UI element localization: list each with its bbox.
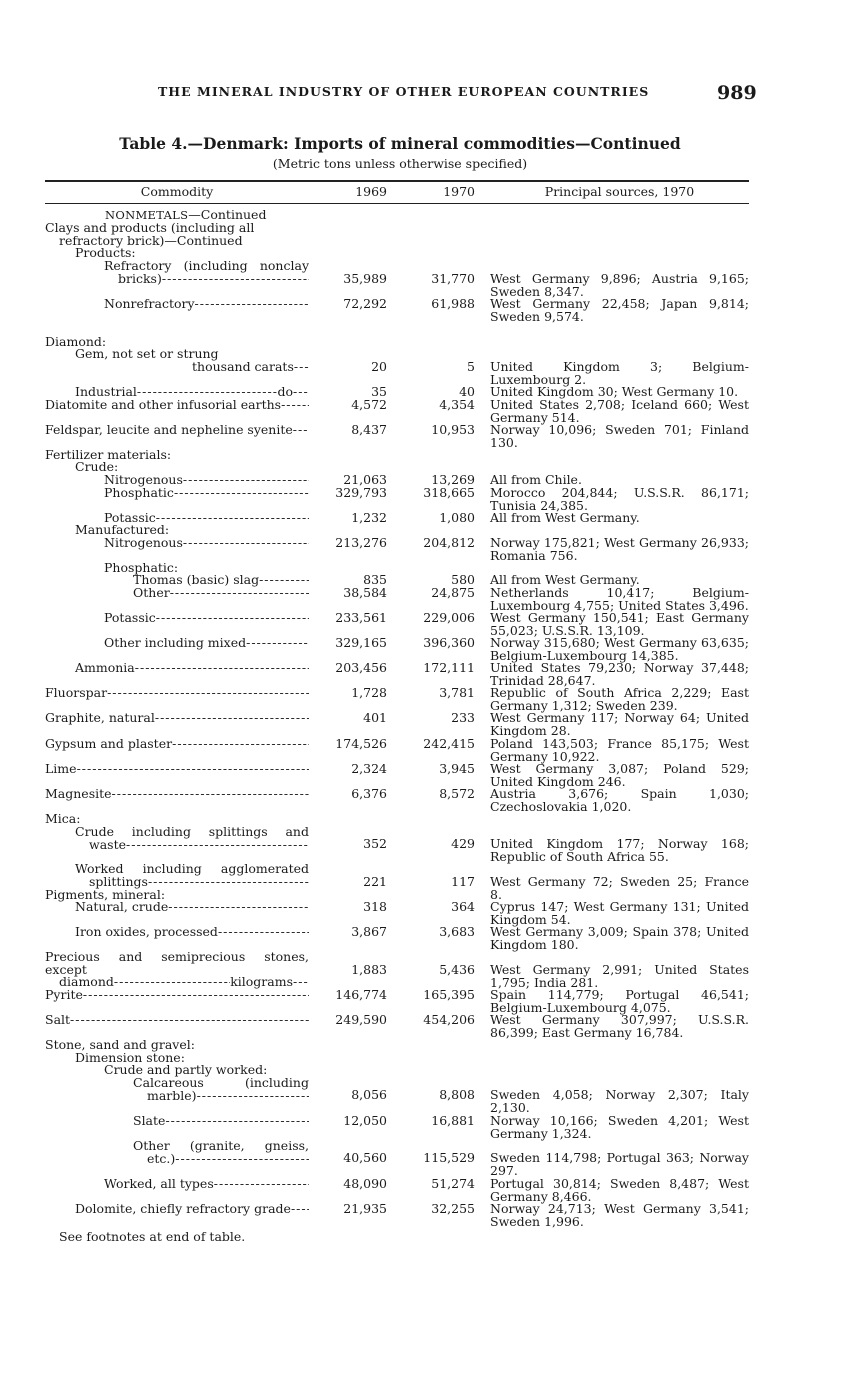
value-1970: 10,953 [431, 422, 475, 437]
sources-cell: Norway 175,821; West Germany 26,933; Romania 756. [490, 535, 749, 563]
commodity-cell: Products: [75, 245, 136, 260]
sources-cell: United States 79,230; Norway 37,448; Trinidad 28,647. [490, 660, 749, 688]
value-1969: 38,584 [343, 585, 387, 600]
commodity-cell: Other ----- [45, 587, 309, 600]
value-1970: 32,255 [431, 1201, 475, 1216]
value-1969: 20 [371, 359, 387, 374]
sources-cell: West Germany 307,997; U.S.S.R. 86,399; East Germany 16,784. [490, 1012, 749, 1040]
sources-cell: West Germany 72; Sweden 25; France 8. [490, 874, 749, 902]
commodity-cell: Stone, sand and gravel: [45, 1037, 195, 1052]
sources-cell: United Kingdom 177; Norway 168; Republic of South Africa 55. [490, 836, 749, 864]
sources-cell: West Germany 22,458; Japan 9,814; Sweden 9,574. [490, 296, 749, 324]
value-1970: 229,006 [423, 610, 475, 625]
table-header-rule [45, 203, 749, 204]
commodity-cell: Phosphatic: [104, 560, 179, 575]
value-1970: 364 [451, 899, 475, 914]
commodity-cell: Pyrite ----- [45, 989, 309, 1002]
value-1969: 6,376 [351, 786, 387, 801]
sources-cell: Norway 24,713; West Germany 3,541; Sweden 1,996. [490, 1201, 749, 1229]
value-1970: 115,529 [423, 1150, 475, 1165]
value-1969: 3,867 [351, 924, 387, 939]
commodity-cell: Clays and products (including all refractory brick)—Continued [45, 220, 255, 248]
value-1970: 117 [451, 874, 475, 889]
sources-cell: Austria 3,676; Spain 1,030; Czechoslovakia 1,020. [490, 786, 749, 814]
commodity-cell: Ammonia ----- [45, 662, 309, 675]
sources-cell: United States 2,708; Iceland 660; West Germany 514. [490, 397, 749, 425]
value-1970: 318,665 [423, 485, 475, 500]
value-1970: 204,812 [423, 535, 475, 550]
value-1969: 35,989 [343, 271, 387, 286]
commodity-cell: Precious and semiprecious stones, except diamond ----- kilograms ----- [45, 951, 309, 989]
value-1970: 396,360 [423, 635, 475, 650]
sources-cell: Cyprus 147; West Germany 131; United Kingdom 54. [490, 899, 749, 927]
value-1970: 5,436 [439, 962, 475, 977]
sources-cell: West Germany 150,541; East Germany 55,023; U.S.S.R. 13,109. [490, 610, 749, 638]
value-1970: 233 [451, 710, 475, 725]
value-1970: 31,770 [431, 271, 475, 286]
commodity-cell: Diamond: [45, 334, 107, 349]
sources-cell: Spain 114,779; Portugal 46,541; Belgium-Luxembourg 4,075. [490, 987, 749, 1015]
column-header-commodity: Commodity [140, 184, 214, 199]
value-1969: 352 [363, 836, 387, 851]
value-1970: 16,881 [431, 1113, 475, 1128]
commodity-cell: Other (granite, gneiss, etc.) ----- [45, 1140, 309, 1165]
value-1969: 40,560 [343, 1150, 387, 1165]
sources-cell: All from Chile. [490, 472, 582, 487]
sources-cell: Sweden 4,058; Norway 2,307; Italy 2,130. [490, 1087, 749, 1115]
value-1970: 8,808 [439, 1087, 475, 1102]
footnote: See footnotes at end of table. [59, 1229, 246, 1244]
sources-cell: United Kingdom 3; Belgium-Luxembourg 2. [490, 359, 749, 387]
commodity-cell: Gem, not set or strung [75, 346, 219, 361]
commodity-cell: Dolomite, chiefly refractory grade ----- [45, 1203, 309, 1216]
value-1969: 329,165 [335, 635, 387, 650]
sources-cell: Norway 315,680; West Germany 63,635; Belgium-Luxembourg 14,385. [490, 635, 749, 663]
commodity-cell: Manufactured: [75, 522, 170, 537]
value-1970: 242,415 [423, 736, 475, 751]
commodity-cell: Iron oxides, processed ----- [45, 926, 309, 939]
sources-cell: West Germany 9,896; Austria 9,165; Sweden 8,347. [490, 271, 749, 299]
value-1969: 4,572 [351, 397, 387, 412]
value-1970: 4,354 [439, 397, 475, 412]
value-1970: 61,988 [431, 296, 475, 311]
value-1969: 221 [363, 874, 387, 889]
sources-cell: All from West Germany. [490, 510, 640, 525]
commodity-cell: Other including mixed ----- [45, 637, 309, 650]
commodity-cell: Dimension stone: [75, 1050, 185, 1065]
commodity-cell: Graphite, natural ----- [45, 712, 309, 725]
value-1969: 1,232 [351, 510, 387, 525]
sources-cell: Republic of South Africa 2,229; East Germany 1,312; Sweden 239. [490, 685, 749, 713]
value-1969: 146,774 [335, 987, 387, 1002]
commodity-cell: Crude including splittings and waste ----- [45, 826, 309, 851]
value-1970: 580 [451, 572, 475, 587]
value-1969: 329,793 [335, 485, 387, 500]
value-1969: 12,050 [343, 1113, 387, 1128]
value-1969: 1,883 [351, 962, 387, 977]
column-header-1970: 1970 [443, 184, 475, 199]
value-1969: 48,090 [343, 1176, 387, 1191]
value-1969: 8,437 [351, 422, 387, 437]
commodity-cell: Gypsum and plaster ----- [45, 738, 309, 751]
commodity-cell: Fluorspar ----- [45, 687, 309, 700]
value-1970: 13,269 [431, 472, 475, 487]
commodity-cell: Refractory (including nonclay bricks) ----- [45, 260, 309, 285]
commodity-cell: NONMETALS—Continued [105, 207, 267, 222]
commodity-cell: Nitrogenous ----- [45, 474, 309, 487]
value-1970: 51,274 [431, 1176, 475, 1191]
commodity-cell: Potassic ----- [45, 612, 309, 625]
value-1969: 8,056 [351, 1087, 387, 1102]
commodity-cell: Salt ----- [45, 1014, 309, 1027]
value-1969: 35 [371, 384, 387, 399]
commodity-cell: Lime ----- [45, 763, 309, 776]
commodity-cell: Thomas (basic) slag ----- [45, 574, 309, 587]
value-1970: 40 [459, 384, 475, 399]
column-header-1969: 1969 [355, 184, 387, 199]
commodity-cell: Nonrefractory ----- [45, 298, 309, 311]
value-1969: 401 [363, 710, 387, 725]
value-1970: 1,080 [439, 510, 475, 525]
value-1969: 2,324 [351, 761, 387, 776]
commodity-cell: Calcareous (including marble) ----- [45, 1077, 309, 1102]
sources-cell: United Kingdom 30; West Germany 10. [490, 384, 739, 399]
value-1969: 233,561 [335, 610, 387, 625]
value-1969: 249,590 [335, 1012, 387, 1027]
table-subtitle: (Metric tons unless otherwise specified) [272, 156, 528, 171]
value-1969: 21,935 [343, 1201, 387, 1216]
commodity-cell: Industrial ----- do ----- [45, 386, 309, 399]
commodity-cell: Crude: [75, 459, 119, 474]
value-1970: 454,206 [423, 1012, 475, 1027]
value-1970: 3,781 [439, 685, 475, 700]
value-1969: 21,063 [343, 472, 387, 487]
sources-cell: Poland 143,503; France 85,175; West Germany 10,922. [490, 736, 749, 764]
sources-cell: West Germany 117; Norway 64; United Kingdom 28. [490, 710, 749, 738]
commodity-cell: Crude and partly worked: [104, 1062, 268, 1077]
commodity-cell: Worked including agglomerated splittings ----- [45, 863, 309, 888]
commodity-cell: Natural, crude ----- [45, 901, 309, 914]
value-1970: 429 [451, 836, 475, 851]
sources-cell: All from West Germany. [490, 572, 640, 587]
value-1969: 213,276 [335, 535, 387, 550]
sources-cell: Portugal 30,814; Sweden 8,487; West Germany 8,466. [490, 1176, 749, 1204]
value-1970: 24,875 [431, 585, 475, 600]
value-1969: 174,526 [335, 736, 387, 751]
value-1969: 318 [363, 899, 387, 914]
commodity-cell: Mica: [45, 811, 81, 826]
value-1969: 1,728 [351, 685, 387, 700]
value-1969: 835 [363, 572, 387, 587]
sources-cell: Norway 10,166; Sweden 4,201; West Germany 1,324. [490, 1113, 749, 1141]
commodity-cell: Worked, all types ----- [45, 1178, 309, 1191]
running-head: THE MINERAL INDUSTRY OF OTHER EUROPEAN COUNTRIES [158, 84, 650, 99]
sources-cell: Norway 10,096; Sweden 701; Finland 130. [490, 422, 749, 450]
commodity-cell: Diatomite and other infusorial earths ----- [45, 399, 309, 412]
value-1970: 3,683 [439, 924, 475, 939]
commodity-cell: Slate ----- [45, 1115, 309, 1128]
value-1970: 165,395 [423, 987, 475, 1002]
sources-cell: Morocco 204,844; U.S.S.R. 86,171; Tunisia 24,385. [490, 485, 749, 513]
sources-cell: West Germany 2,991; United States 1,795; India 281. [490, 962, 749, 990]
commodity-cell: Fertilizer materials: [45, 447, 172, 462]
commodity-cell: Feldspar, leucite and nepheline syenite ----- [45, 424, 309, 437]
sources-cell: Netherlands 10,417; Belgium-Luxembourg 4,755; United States 3,496. [490, 585, 749, 613]
column-header-sources: Principal sources, 1970 [544, 184, 695, 199]
value-1970: 8,572 [439, 786, 475, 801]
commodity-cell: Phosphatic ----- [45, 487, 309, 500]
value-1970: 172,111 [423, 660, 475, 675]
value-1969: 72,292 [343, 296, 387, 311]
commodity-cell: Potassic ----- [45, 512, 309, 525]
table-top-rule [45, 180, 749, 182]
commodity-cell: Pigments, mineral: [45, 887, 166, 902]
sources-cell: Sweden 114,798; Portugal 363; Norway 297. [490, 1150, 749, 1178]
commodity-cell: Nitrogenous ----- [45, 537, 309, 550]
sources-cell: West Germany 3,087; Poland 529; United Kingdom 246. [490, 761, 749, 789]
commodity-cell: Magnesite ----- [45, 788, 309, 801]
sources-cell: West Germany 3,009; Spain 378; United Kingdom 180. [490, 924, 749, 952]
value-1970: 3,945 [439, 761, 475, 776]
value-1969: 203,456 [335, 660, 387, 675]
value-1970: 5 [467, 359, 475, 374]
commodity-cell: thousand carats ----- [45, 361, 309, 374]
page-number: 989 [717, 82, 757, 104]
table-title: Table 4.—Denmark: Imports of mineral commodities—Continued [119, 134, 681, 153]
